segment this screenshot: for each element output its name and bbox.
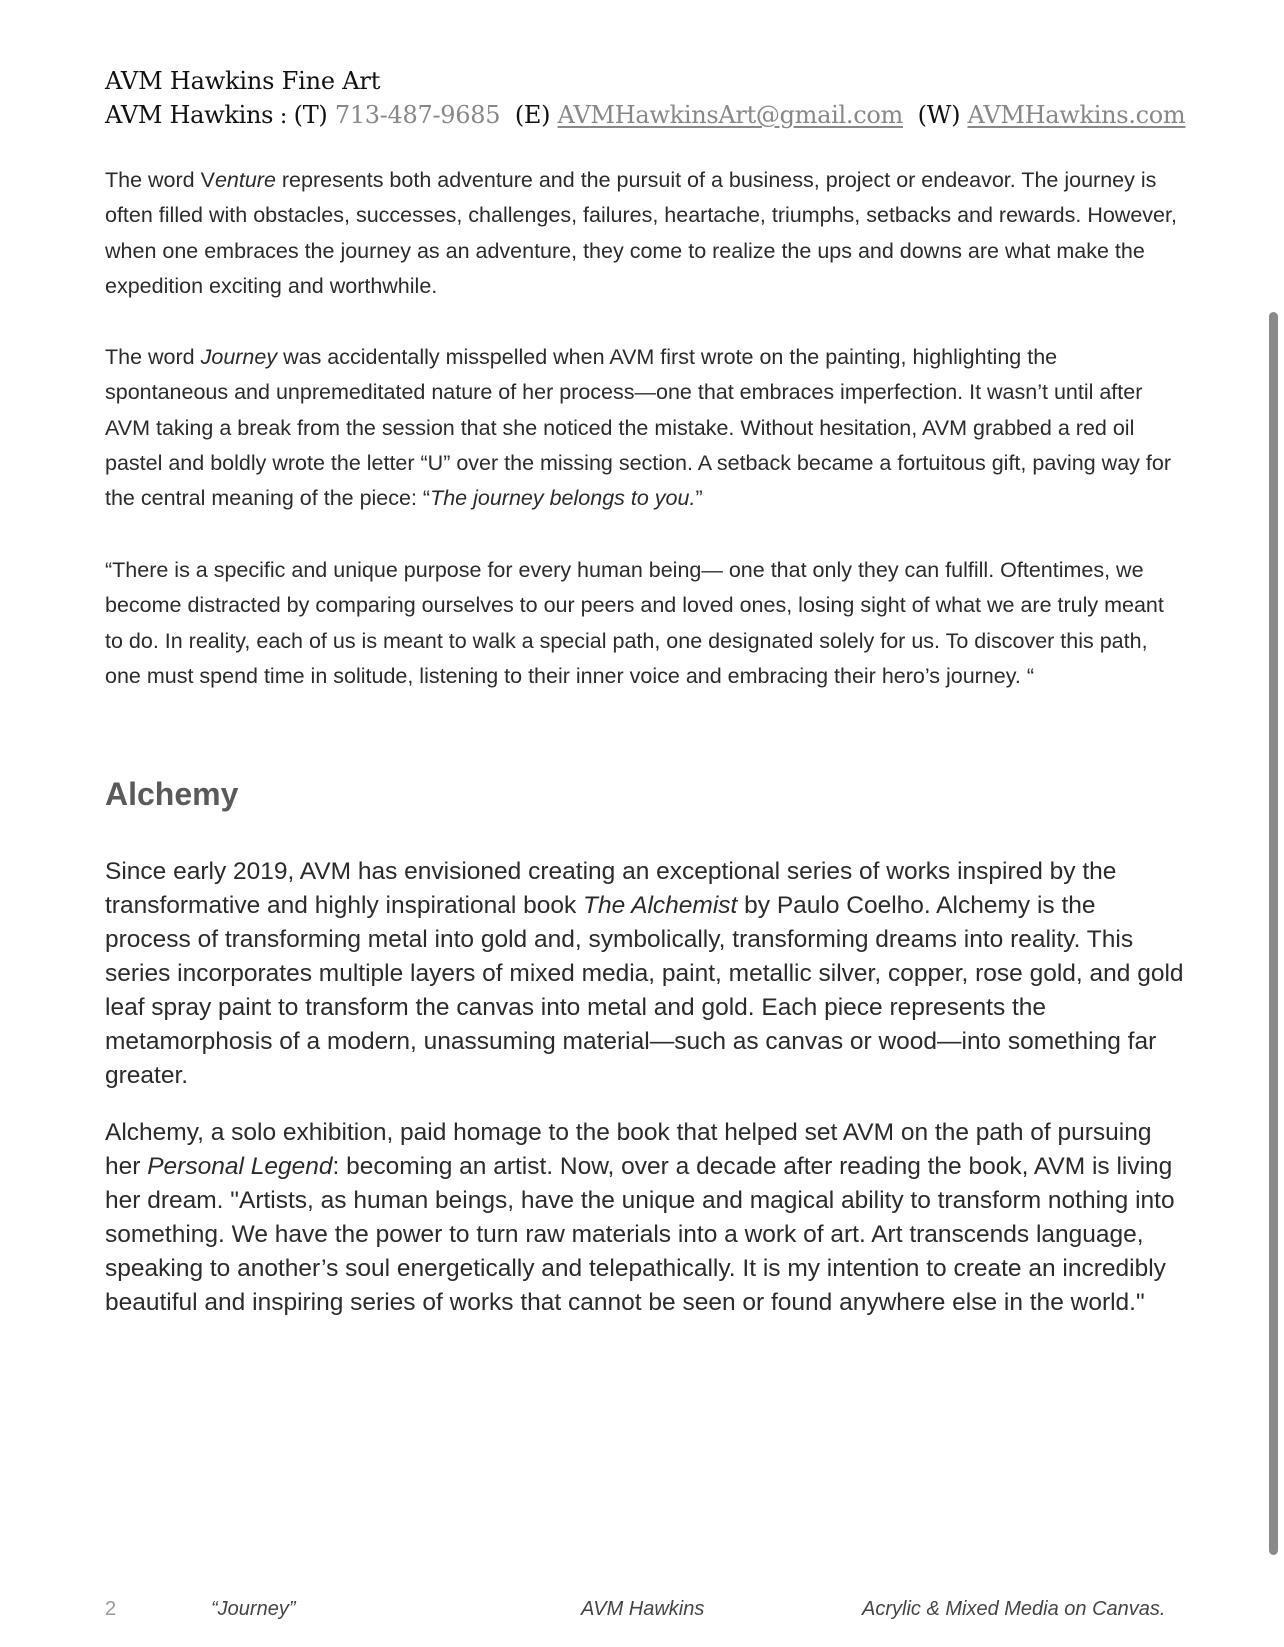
email-label: (E) — [514, 101, 551, 129]
journey-text-b: was accidentally misspelled when AVM first wrote on the painting, highlighting the spontaneous and unpremeditated nature of her process—one that embraces imperfection. It wasn’t until after AVM taking a break from the session that she noticed the mistake. Without hesitation, AVM grabbed a red oil pastel and boldly wrote the letter “U” over the missing section. A setback became a fortuitous gift, paving way for the central meaning of the piece: “ — [105, 345, 1171, 511]
page-number: 2 — [105, 1598, 117, 1620]
journey-italic: Journey — [200, 345, 278, 369]
venture-text-b: represents both adventure and the pursuit of a business, project or endeavor. The journey is often filled with obstacles, successes, challenges, failures, heartache, triumphs, setbacks and rewards. However, when one embraces the journey as an adventure, they come to realize the ups and downs are what make the expedition exciting and worthwhile. — [105, 168, 1177, 298]
footer-artist: AVM Hawkins — [581, 1598, 705, 1620]
quote-text: “There is a specific and unique purpose for every human being— one that only they can fulfill. Oftentimes, we become distracted by comparing ourselves to our peers and loved ones, losing sight of what we are truly meant to do. In reality, each of us is meant to walk a special path, one designated solely for us. To discover this path, one must spend time in solitude, listening to their inner voice and embracing their hero’s journey. “ — [105, 558, 1164, 688]
quote-paragraph — [105, 553, 1185, 694]
alchemy-p1-text-a: Since early 2019, AVM has envisioned creating an exceptional series of works inspired by the transformative and highly inspirational book — [105, 858, 1117, 919]
phone-label: (T) — [293, 101, 328, 129]
name-separator: : — [273, 104, 294, 129]
email-link[interactable]: AVMHawkinsArt@gmail.com — [557, 101, 903, 129]
scrollbar-thumb[interactable] — [1269, 312, 1278, 1555]
alchemy-p1-text-b: by Paulo Coelho. Alchemy is the process of transforming metal into gold and, symbolically, transforming dreams into reality. This series incorporates multiple layers of mixed media, paint, metallic silver, copper, rose gold, and gold leaf spray paint to transform the canvas into metal and gold. Each piece represents the metamorphosis of a modern, unassuming material—such as canvas or wood—into something far greater. — [105, 892, 1184, 1089]
alchemy-paragraph-1 — [105, 855, 1185, 1093]
venture-paragraph — [105, 163, 1185, 304]
alchemy-p2-italic: Personal Legend — [147, 1153, 333, 1180]
footer-medium: Acrylic & Mixed Media on Canvas. — [862, 1598, 1166, 1620]
phone-number: 713-487-9685 — [334, 101, 501, 129]
letterhead — [105, 64, 1185, 134]
contact-line — [105, 98, 1185, 134]
journey-paragraph — [105, 340, 1185, 516]
footer-artwork-title: “Journey” — [211, 1598, 296, 1620]
alchemy-p1-italic: The Alchemist — [583, 892, 738, 919]
website-label: (W) — [917, 101, 961, 129]
website-link[interactable]: AVMHawkins.com — [967, 101, 1186, 129]
journey-text-a: The word — [105, 345, 201, 369]
venture-italic: enture — [214, 168, 276, 192]
alchemy-p2-text-a: Alchemy, a solo exhibition, paid homage to the book that helped set AVM on the path of pursuing her — [105, 1119, 1152, 1180]
venture-text-a: The word V — [105, 168, 215, 192]
journey-text-c: ” — [695, 486, 703, 511]
company-name: AVM Hawkins Fine Art — [105, 67, 381, 95]
journey-quote: The journey belongs to you. — [430, 486, 696, 511]
section-heading-alchemy: Alchemy — [105, 776, 239, 812]
alchemy-p2-text-b: : becoming an artist. Now, over a decade after reading the book, AVM is living her dream. "Artists, as human beings, have the unique and magical ability to transform nothing into something. We have the power to turn raw materials into a work of art. Art transcends language, speaking to another’s soul energetically and telepathically. It is my intention to create an incredibly beautiful and inspiring series of works that cannot be seen or found anywhere else in the world." — [105, 1153, 1175, 1316]
alchemy-paragraph-2 — [105, 1116, 1185, 1320]
artist-name: AVM Hawkins — [105, 101, 274, 129]
